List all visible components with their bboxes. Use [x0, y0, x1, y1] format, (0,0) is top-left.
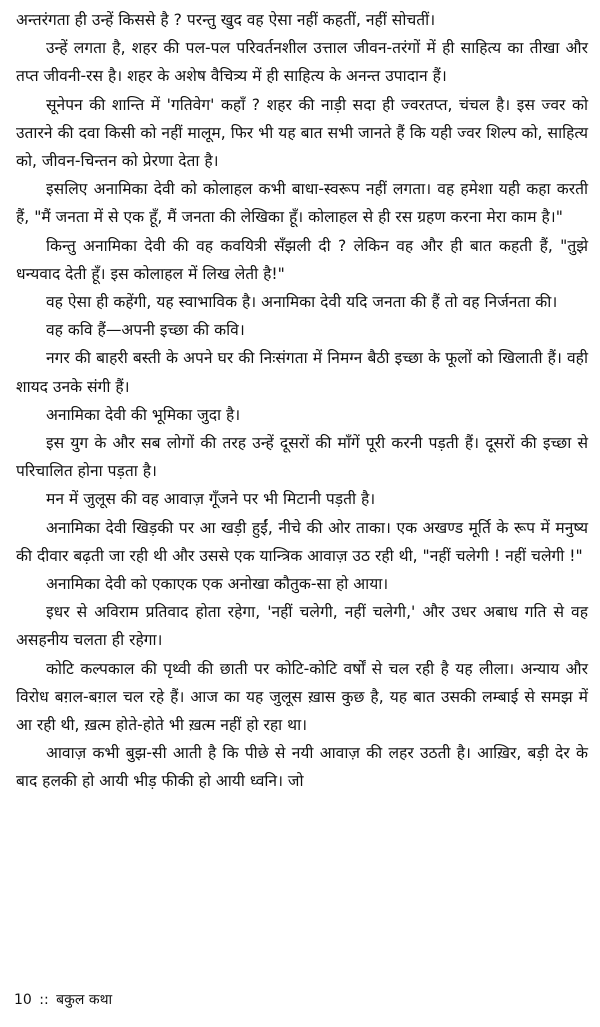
body-text [16, 6, 588, 796]
paragraph: किन्तु अनामिका देवी की वह कवयित्री सँझली दी ? लेकिन वह और ही बात कहती हैं, "तुझे धन्यवाद देती हूँ। इस कोलाहल में लिख लेती है!" [16, 236, 588, 283]
paragraph: अनामिका देवी की भूमिका जुदा है। [46, 405, 241, 424]
paragraph: सूनेपन की शान्ति में 'गतिवेग' कहाँ ? शहर की नाड़ी सदा ही ज्वरतप्त, चंचल है। इस ज्वर को उतारने की दवा किसी को नहीं मालूम, फिर भी यह बात सभी जानते हैं कि यही ज्वर शिल्प को, साहित्य को, जीवन-चिन्तन को प्रेरणा देता है। [16, 95, 588, 171]
book-title: बकुल कथा [56, 992, 113, 1008]
paragraph: मन में जुलूस की वह आवाज़ गूँजने पर भी मिटानी पड़ती है। [46, 490, 376, 509]
paragraph: उन्हें लगता है, शहर की पल-पल परिवर्तनशील उत्ताल जीवन-तरंगों में ही साहित्य का तीखा और तप्त जीवनी-रस है। शहर के अशेष वैचित्र्य में ही साहित्य के अनन्त उपादान हैं। [16, 39, 588, 86]
page-footer [14, 990, 112, 1009]
page-number: 10 [14, 992, 32, 1008]
paragraph: कोटि कल्पकाल की पृथ्वी की छाती पर कोटि-कोटि वर्षों से चल रही है यह लीला। अन्याय और विरोध बग़ल-बग़ल चल रहे हैं। आज का यह जुलूस ख़ास कुछ है, यह बात उसकी लम्बाई से समझ में आ रही थी, ख़त्म होते-होते भी ख़त्म नहीं हो रहा था। [16, 659, 588, 735]
paragraph: इसलिए अनामिका देवी को कोलाहल कभी बाधा-स्वरूप नहीं लगता। वह हमेशा यही कहा करती हैं, "मैं जनता में से एक हूँ, मैं जनता की लेखिका हूँ। कोलाहल से ही रस ग्रहण करना मेरा काम है।" [16, 180, 588, 227]
footer-separator: :: [39, 992, 49, 1008]
paragraph: अनामिका देवी को एकाएक एक अनोखा कौतुक-सा हो आया। [46, 575, 389, 594]
paragraph: वह कवि हैं—अपनी इच्छा की कवि। [46, 321, 245, 340]
paragraph: अन्तरंगता ही उन्हें किससे है ? परन्तु खुद वह ऐसा नहीं कहतीं, नहीं सोचतीं। [16, 11, 436, 29]
paragraph: अनामिका देवी खिड़की पर आ खड़ी हुईं, नीचे की ओर ताका। एक अखण्ड मूर्ति के रूप में मनुष्य की दीवार बढ़ती जा रही थी और उससे एक यान्त्रिक आवाज़ उठ रही थी, "नहीं चलेगी ! नहीं चलेगी !" [16, 518, 588, 565]
paragraph: आवाज़ कभी बुझ-सी आती है कि पीछे से नयी आवाज़ की लहर उठती है। आख़िर, बड़ी देर के बाद हलकी हो आयी भीड़ फीकी हो आयी ध्वनि। जो [16, 744, 588, 791]
paragraph: वह ऐसा ही कहेंगी, यह स्वाभाविक है। अनामिका देवी यदि जनता की हैं तो वह निर्जनता की। [46, 293, 558, 312]
paragraph: इधर से अविराम प्रतिवाद होता रहेगा, 'नहीं चलेगी, नहीं चलेगी,' और उधर अबाध गति से वह असहनीय चलता ही रहेगा। [16, 603, 588, 650]
paragraph: इस युग के और सब लोगों की तरह उन्हें दूसरों की माँगें पूरी करनी पड़ती हैं। दूसरों की इच्छा से परिचालित होना पड़ता है। [16, 434, 588, 481]
paragraph: नगर की बाहरी बस्ती के अपने घर की निःसंगता में निमग्न बैठी इच्छा के फूलों को खिलाती हैं। वही शायद उनके संगी हैं। [16, 349, 588, 396]
